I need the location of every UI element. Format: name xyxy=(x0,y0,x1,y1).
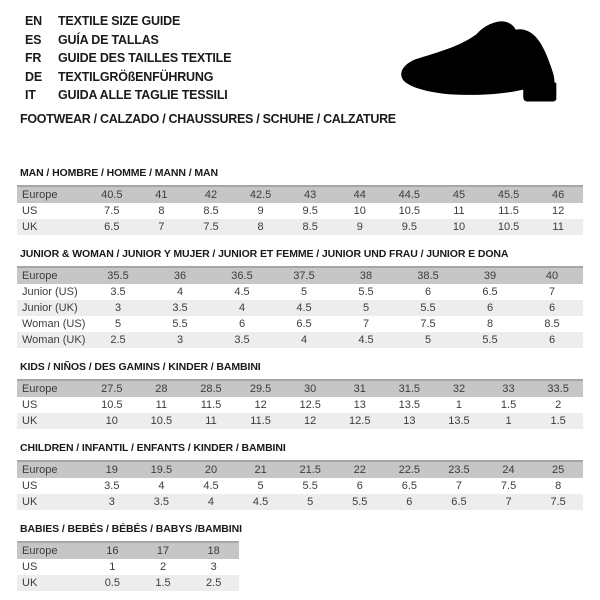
size-value-cell: 40 xyxy=(545,270,559,282)
size-value-cell: 8 xyxy=(158,205,165,217)
table-row xyxy=(17,541,239,559)
size-value-cell: 6.5 xyxy=(482,286,498,298)
size-value-cell: 46 xyxy=(552,189,565,201)
size-value-cell: 6 xyxy=(356,480,363,492)
size-value-cell: 44 xyxy=(353,189,366,201)
size-value-cell: 10 xyxy=(105,415,118,427)
size-value-cell: 1.5 xyxy=(500,399,517,411)
language-label: GUIDE DES TAILLES TEXTILE xyxy=(58,51,232,66)
size-value-cell: 10 xyxy=(452,221,466,233)
size-value-cell: 25 xyxy=(552,464,565,476)
size-value-cell: 8.5 xyxy=(203,205,219,217)
row-label: Junior (UK) xyxy=(22,302,78,314)
table-row xyxy=(17,478,583,494)
size-value-cell: 21.5 xyxy=(299,464,321,476)
size-value-cell: 36.5 xyxy=(231,270,253,282)
row-label: Woman (UK) xyxy=(22,334,86,346)
size-value-cell: 4 xyxy=(207,496,215,508)
size-value-cell: 1 xyxy=(109,561,116,573)
size-value-cell: 5 xyxy=(257,480,264,492)
table-row xyxy=(17,460,583,478)
size-value-cell: 13.5 xyxy=(448,415,470,427)
table-row xyxy=(17,284,583,300)
size-value-cell: 7 xyxy=(548,286,556,298)
language-code: EN xyxy=(25,14,42,29)
section-title: JUNIOR & WOMAN / JUNIOR Y MUJER / JUNIOR ET FEMME / JUNIOR UND FRAU / JUNIOR E DONA xyxy=(20,248,509,260)
language-list xyxy=(25,12,231,105)
row-label: Woman (US) xyxy=(22,318,86,330)
size-value-cell: 12.5 xyxy=(299,399,321,411)
size-value-cell: 21 xyxy=(254,464,267,476)
size-value-cell: 7 xyxy=(505,496,512,508)
dress-shoe-icon xyxy=(393,16,578,108)
size-value-cell: 17 xyxy=(156,545,170,557)
size-value-cell: 4 xyxy=(176,286,184,298)
size-value-cell: 5 xyxy=(424,334,432,346)
language-label: TEXTILE SIZE GUIDE xyxy=(58,14,181,29)
size-value-cell: 38 xyxy=(359,270,373,282)
size-value-cell: 3 xyxy=(114,302,122,314)
size-value-cell: 2 xyxy=(159,561,167,573)
size-value-cell: 32 xyxy=(452,383,466,395)
size-value-cell: 16 xyxy=(106,545,119,557)
size-value-cell: 5.5 xyxy=(352,496,368,508)
size-value-cell: 5 xyxy=(307,496,314,508)
language-label: GUÍA DE TALLAS xyxy=(58,32,159,47)
size-value-cell: 45.5 xyxy=(497,189,520,201)
size-value-cell: 36 xyxy=(173,270,187,282)
size-value-cell: 8 xyxy=(486,318,494,330)
table-row xyxy=(17,266,583,284)
size-value-cell: 41 xyxy=(155,189,168,201)
size-value-cell: 5 xyxy=(300,286,308,298)
size-value-cell: 11 xyxy=(453,205,465,217)
table-row xyxy=(17,316,583,332)
size-value-cell: 10.5 xyxy=(150,415,173,427)
size-value-cell: 12 xyxy=(254,399,267,411)
size-value-cell: 8.5 xyxy=(302,221,318,233)
size-value-cell: 7.5 xyxy=(203,221,219,233)
size-value-cell: 9.5 xyxy=(401,221,417,233)
size-value-cell: 8 xyxy=(555,480,562,492)
size-value-cell: 6 xyxy=(548,334,556,346)
size-value-cell: 23.5 xyxy=(448,464,470,476)
size-value-cell: 11 xyxy=(155,399,168,411)
size-value-cell: 27.5 xyxy=(101,383,123,395)
size-value-cell: 20 xyxy=(204,464,218,476)
size-value-cell: 22.5 xyxy=(398,464,421,476)
size-value-cell: 43 xyxy=(304,189,317,201)
size-value-cell: 30 xyxy=(304,383,317,395)
table-row xyxy=(17,397,583,413)
size-guide-section xyxy=(17,523,583,591)
size-guide-section xyxy=(17,361,583,429)
table-row xyxy=(17,332,583,348)
size-value-cell: 9 xyxy=(356,221,363,233)
size-value-cell: 40.5 xyxy=(101,189,123,201)
language-label: TEXTILGRÖßENFÜHRUNG xyxy=(58,69,214,84)
size-tables xyxy=(17,167,583,591)
size-value-cell: 45 xyxy=(452,189,466,201)
size-value-cell: 7.5 xyxy=(104,205,120,217)
size-value-cell: 3.5 xyxy=(104,480,120,492)
size-value-cell: 4 xyxy=(300,334,308,346)
size-value-cell: 7.5 xyxy=(500,480,517,492)
size-value-cell: 11.5 xyxy=(250,415,271,427)
table-row xyxy=(17,559,239,575)
size-value-cell: 5.5 xyxy=(420,302,436,314)
language-row xyxy=(25,68,231,87)
size-table xyxy=(17,460,583,510)
table-row xyxy=(17,575,239,591)
language-code: IT xyxy=(25,88,36,103)
size-value-cell: 9 xyxy=(257,205,264,217)
size-value-cell: 3.5 xyxy=(110,286,126,298)
size-table xyxy=(17,379,583,429)
table-row xyxy=(17,413,583,429)
size-value-cell: 18 xyxy=(207,545,220,557)
size-value-cell: 10.5 xyxy=(101,399,123,411)
table-row xyxy=(17,185,583,203)
section-title: MAN / HOMBRE / HOMME / MANN / MAN xyxy=(20,167,218,179)
size-value-cell: 2.5 xyxy=(110,334,126,346)
size-value-cell: 13.5 xyxy=(398,399,421,411)
row-label: UK xyxy=(22,577,38,589)
size-value-cell: 33 xyxy=(502,383,515,395)
size-guide-section xyxy=(17,442,583,510)
size-value-cell: 3.5 xyxy=(234,334,250,346)
size-value-cell: 7.5 xyxy=(420,318,436,330)
language-code: FR xyxy=(25,51,42,66)
size-value-cell: 11.5 xyxy=(200,399,222,411)
row-label: Europe xyxy=(22,189,58,201)
size-value-cell: 10.5 xyxy=(497,221,520,233)
size-value-cell: 8.5 xyxy=(544,318,560,330)
size-value-cell: 1.5 xyxy=(155,577,171,589)
size-value-cell: 6 xyxy=(486,302,494,314)
size-value-cell: 5.5 xyxy=(482,334,498,346)
row-label: US xyxy=(22,561,38,573)
language-row xyxy=(25,49,231,68)
row-label: Europe xyxy=(22,464,58,476)
size-value-cell: 5.5 xyxy=(302,480,318,492)
size-value-cell: 28.5 xyxy=(200,383,222,395)
section-title: BABIES / BEBÉS / BÉBÉS / BABYS /BAMBINI xyxy=(20,523,242,535)
size-value-cell: 11.5 xyxy=(498,205,519,217)
size-value-cell: 44.5 xyxy=(398,189,421,201)
language-code: DE xyxy=(25,69,42,84)
size-value-cell: 6 xyxy=(238,318,246,330)
size-value-cell: 7 xyxy=(158,221,165,233)
row-label: US xyxy=(22,205,38,217)
size-value-cell: 3.5 xyxy=(153,496,170,508)
size-value-cell: 19.5 xyxy=(150,464,173,476)
size-value-cell: 6.5 xyxy=(401,480,417,492)
size-value-cell: 35.5 xyxy=(107,270,129,282)
size-value-cell: 13 xyxy=(403,415,416,427)
size-value-cell: 5 xyxy=(114,318,122,330)
size-value-cell: 10.5 xyxy=(398,205,421,217)
table-row xyxy=(17,300,583,316)
size-value-cell: 5.5 xyxy=(358,286,374,298)
size-value-cell: 19 xyxy=(105,464,118,476)
size-value-cell: 4 xyxy=(158,480,165,492)
size-value-cell: 6.5 xyxy=(451,496,467,508)
size-value-cell: 4 xyxy=(238,302,246,314)
row-label: UK xyxy=(22,415,38,427)
size-value-cell: 11 xyxy=(205,415,217,427)
size-guide-section xyxy=(17,167,583,235)
size-value-cell: 2 xyxy=(555,399,562,411)
size-value-cell: 6.5 xyxy=(104,221,120,233)
size-value-cell: 1 xyxy=(455,399,463,411)
size-value-cell: 6.5 xyxy=(296,318,312,330)
table-row xyxy=(17,494,583,510)
size-value-cell: 42 xyxy=(204,189,218,201)
language-code: ES xyxy=(25,32,42,47)
size-value-cell: 6 xyxy=(548,302,556,314)
size-value-cell: 38.5 xyxy=(417,270,439,282)
size-value-cell: 1 xyxy=(505,415,512,427)
row-label: UK xyxy=(22,221,38,233)
row-label: Europe xyxy=(22,270,58,282)
size-value-cell: 7.5 xyxy=(550,496,566,508)
size-table xyxy=(17,266,583,348)
size-table xyxy=(17,185,583,235)
row-label: Junior (US) xyxy=(22,286,78,298)
size-value-cell: 13 xyxy=(353,399,366,411)
size-value-cell: 37.5 xyxy=(293,270,315,282)
row-label: US xyxy=(22,480,38,492)
size-value-cell: 6 xyxy=(424,286,432,298)
size-value-cell: 5 xyxy=(362,302,370,314)
size-value-cell: 39 xyxy=(483,270,497,282)
table-row xyxy=(17,379,583,397)
size-value-cell: 24 xyxy=(502,464,515,476)
size-value-cell: 4.5 xyxy=(234,286,250,298)
language-row xyxy=(25,31,231,50)
size-value-cell: 7 xyxy=(455,480,463,492)
row-label: Europe xyxy=(22,545,58,557)
size-value-cell: 12 xyxy=(304,415,317,427)
size-value-cell: 10 xyxy=(353,205,366,217)
language-row xyxy=(25,86,231,105)
size-guide-section xyxy=(17,248,583,348)
section-title: KIDS / NIÑOS / DES GAMINS / KINDER / BAMBINI xyxy=(20,361,261,373)
size-value-cell: 31.5 xyxy=(398,383,421,395)
size-value-cell: 3 xyxy=(210,561,217,573)
size-value-cell: 7 xyxy=(362,318,370,330)
size-value-cell: 31 xyxy=(353,383,366,395)
size-value-cell: 9.5 xyxy=(302,205,318,217)
size-value-cell: 3 xyxy=(108,496,115,508)
row-label: UK xyxy=(22,496,38,508)
size-value-cell: 3 xyxy=(176,334,184,346)
language-row xyxy=(25,12,231,31)
row-label: US xyxy=(22,399,38,411)
size-value-cell: 4.5 xyxy=(203,480,219,492)
size-value-cell: 12 xyxy=(552,205,565,217)
size-value-cell: 3.5 xyxy=(172,302,188,314)
table-row xyxy=(17,219,583,235)
size-value-cell: 28 xyxy=(155,383,168,395)
row-label: Europe xyxy=(22,383,58,395)
size-value-cell: 1.5 xyxy=(550,415,566,427)
size-value-cell: 12.5 xyxy=(349,415,371,427)
size-table xyxy=(17,541,239,591)
size-value-cell: 5.5 xyxy=(172,318,188,330)
dress-shoe-silhouette-icon xyxy=(393,16,578,108)
size-value-cell: 29.5 xyxy=(249,383,272,395)
size-value-cell: 33.5 xyxy=(547,383,569,395)
size-value-cell: 4.5 xyxy=(296,302,312,314)
size-value-cell: 11 xyxy=(552,221,564,233)
size-value-cell: 4.5 xyxy=(358,334,374,346)
table-row xyxy=(17,203,583,219)
language-label: GUIDA ALLE TAGLIE TESSILI xyxy=(58,88,228,103)
size-value-cell: 0.5 xyxy=(104,577,120,589)
category-title: FOOTWEAR / CALZADO / CHAUSSURES / SCHUHE / CALZATURE xyxy=(20,112,396,126)
size-value-cell: 6 xyxy=(406,496,413,508)
size-value-cell: 8 xyxy=(257,221,264,233)
size-value-cell: 42.5 xyxy=(249,189,272,201)
size-value-cell: 22 xyxy=(353,464,366,476)
size-value-cell: 4.5 xyxy=(252,496,269,508)
section-title: CHILDREN / INFANTIL / ENFANTS / KINDER / BAMBINI xyxy=(20,442,286,454)
size-value-cell: 2.5 xyxy=(206,577,222,589)
